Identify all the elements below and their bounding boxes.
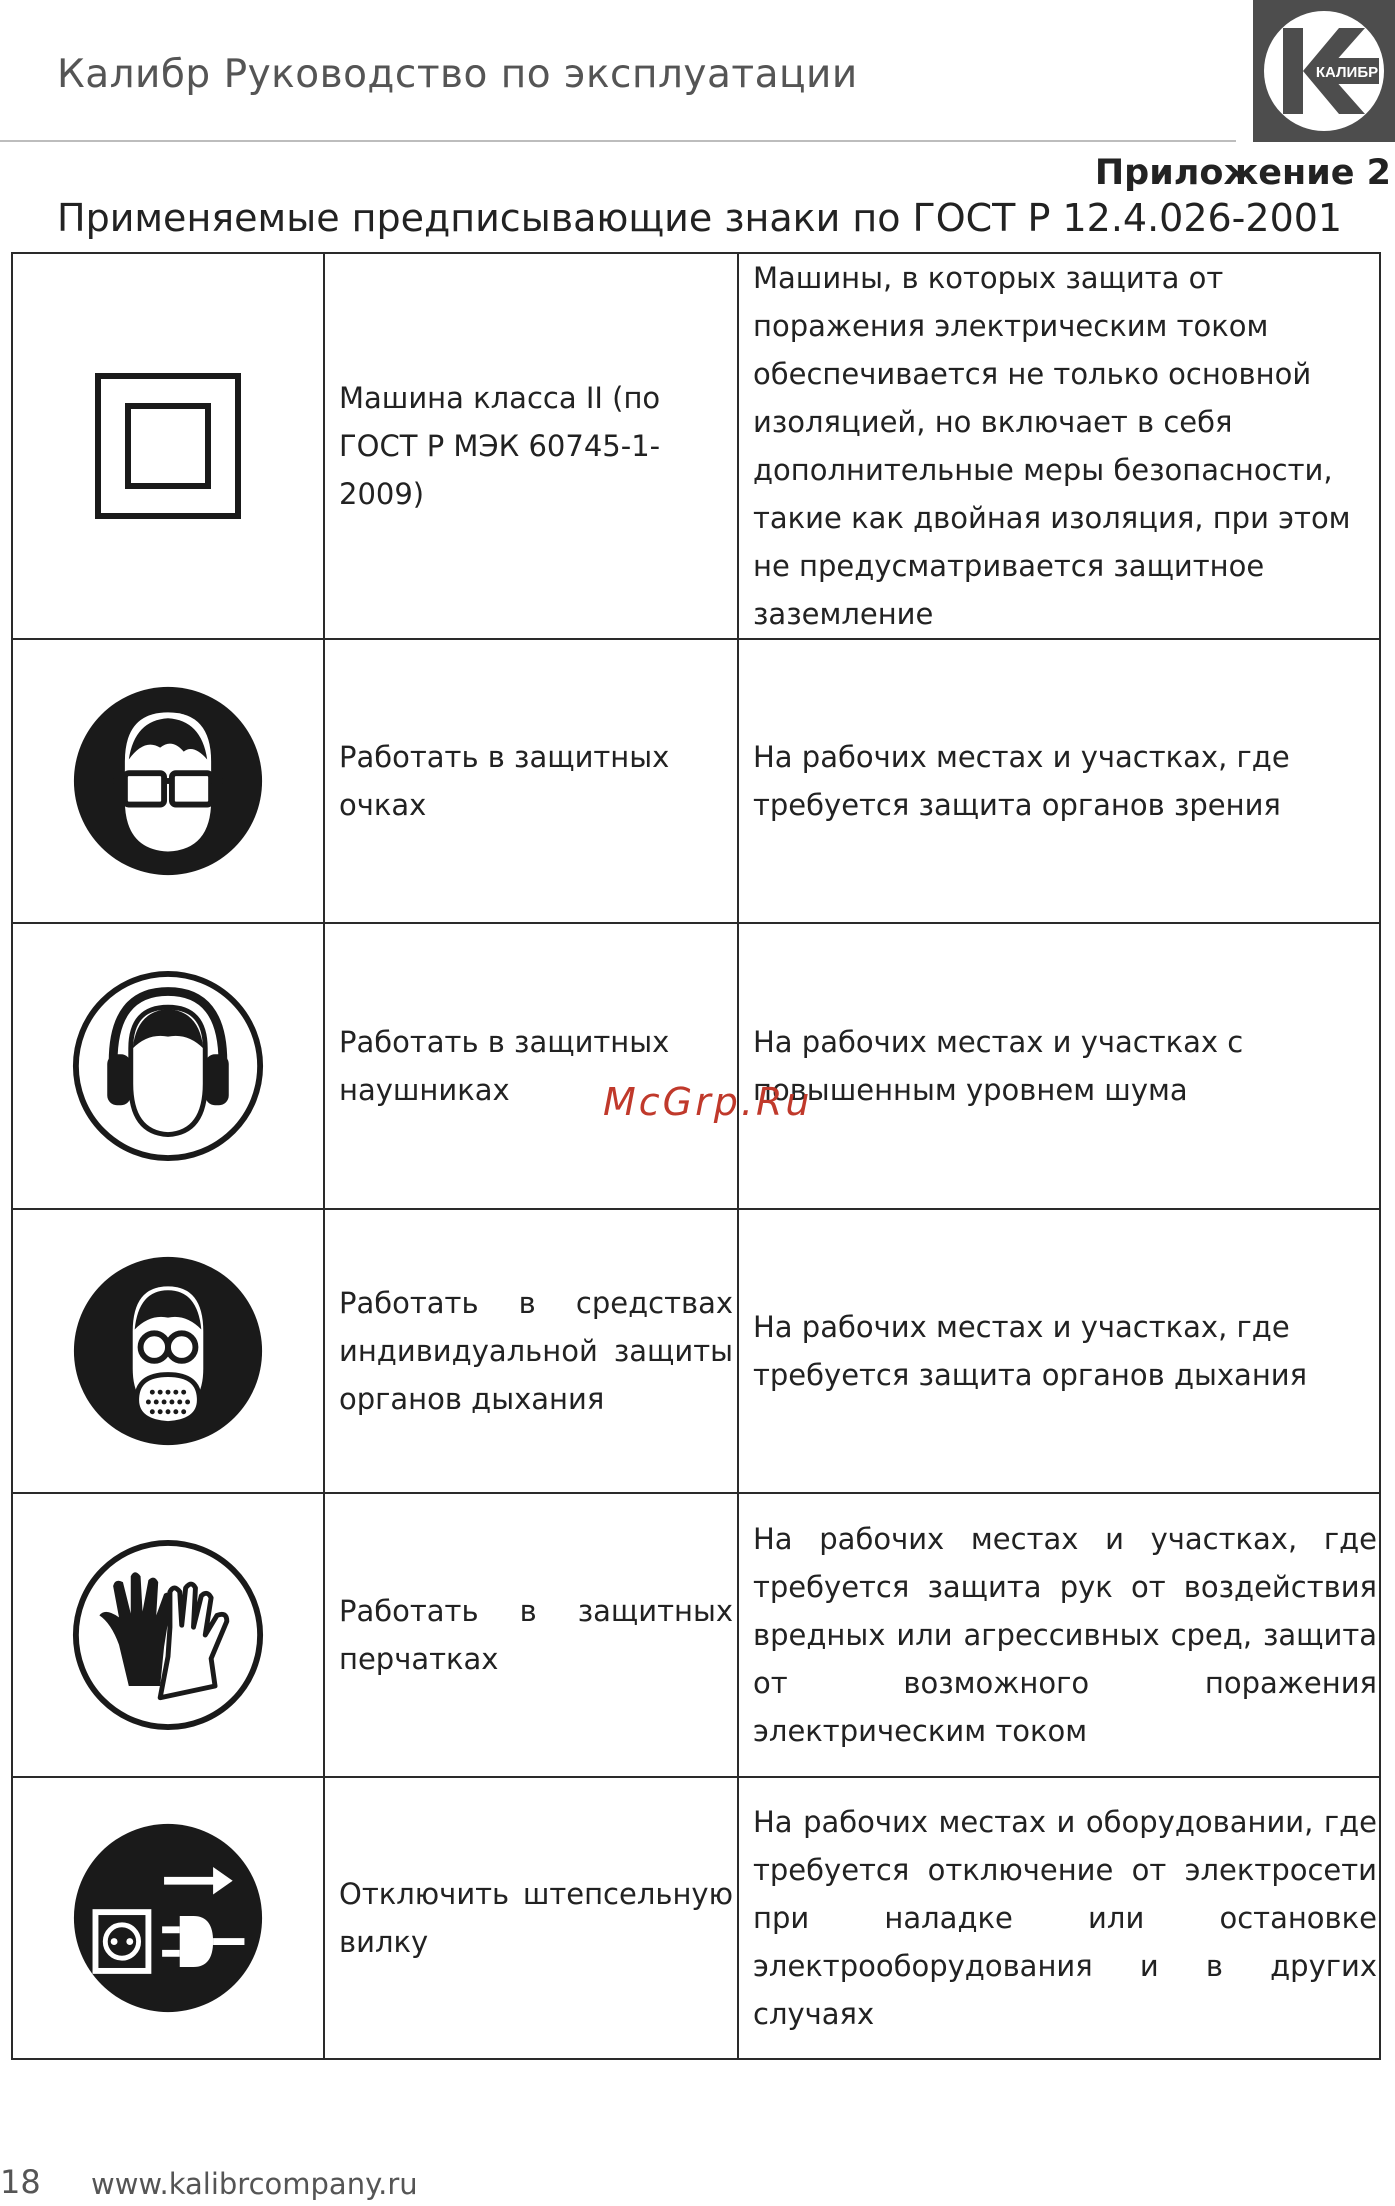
sign-name: Работать в средствах индивидуальной защиты органов дыхания — [324, 1209, 738, 1493]
sign-description: На рабочих местах и участках, где требуется защита органов зрения — [738, 639, 1380, 923]
watermark: McGrp.Ru — [603, 1080, 813, 1124]
section-subtitle: Применяемые предписывающие знаки по ГОСТ Р 12.4.026-2001 — [57, 196, 1343, 240]
logo-text: КАЛИБР — [1315, 64, 1379, 81]
sign-name: Работать в защитных очках — [324, 639, 738, 923]
page-number: 18 — [0, 2163, 41, 2201]
header-divider — [0, 140, 1236, 142]
sign-description: Машины, в которых защита от поражения электрическим током обеспечивается не только основной изоляцией, но включает в себя дополнительные меры безопасности, такие как двойная изоляция, при этом не предусматривается защитное заземление — [738, 253, 1380, 639]
sign-description: На рабочих местах и участках, где требуется защита рук от воздействия вредных или агрессивных сред, защита от возможного поражения электрическим током — [738, 1493, 1380, 1777]
kalibr-logo — [1253, 0, 1395, 142]
sign-icon-cell — [12, 639, 324, 923]
sign-icon-cell — [12, 923, 324, 1209]
sign-name: Работать в защитных перчатках — [324, 1493, 738, 1777]
sign-icon-cell — [12, 1209, 324, 1493]
signs-table — [11, 252, 1381, 2060]
footer-url[interactable]: www.kalibrcompany.ru — [91, 2167, 418, 2201]
unplug-icon — [70, 1820, 266, 2016]
sign-icon-cell — [12, 1777, 324, 2059]
document-header-title: Калибр Руководство по эксплуатации — [57, 52, 858, 97]
sign-name: Работать в защитных наушниках — [324, 923, 738, 1209]
sign-icon-cell — [12, 253, 324, 639]
kalibr-logo-icon — [1253, 0, 1395, 142]
sign-name: Машина класса II (по ГОСТ Р МЭК 60745-1-2009) — [324, 253, 738, 639]
double-square-icon — [93, 371, 243, 521]
respirator-icon — [70, 1253, 266, 1449]
sign-icon-cell — [12, 1493, 324, 1777]
protective-gloves-icon — [70, 1537, 266, 1733]
table-row — [12, 923, 1380, 1209]
table-row — [12, 639, 1380, 923]
sign-description: На рабочих местах и участках, где требуется защита органов дыхания — [738, 1209, 1380, 1493]
safety-goggles-icon — [70, 683, 266, 879]
table-row — [12, 253, 1380, 639]
table-row — [12, 1777, 1380, 2059]
sign-name: Отключить штепсельную вилку — [324, 1777, 738, 2059]
appendix-label: Приложение 2 — [1094, 153, 1391, 193]
table-row — [12, 1493, 1380, 1777]
sign-description: На рабочих местах и оборудовании, где требуется отключение от электросети при наладке или остановке электрооборудования и в других случаях — [738, 1777, 1380, 2059]
sign-description: На рабочих местах и участках с повышенным уровнем шума — [738, 923, 1380, 1209]
ear-protection-icon — [70, 968, 266, 1164]
table-row — [12, 1209, 1380, 1493]
